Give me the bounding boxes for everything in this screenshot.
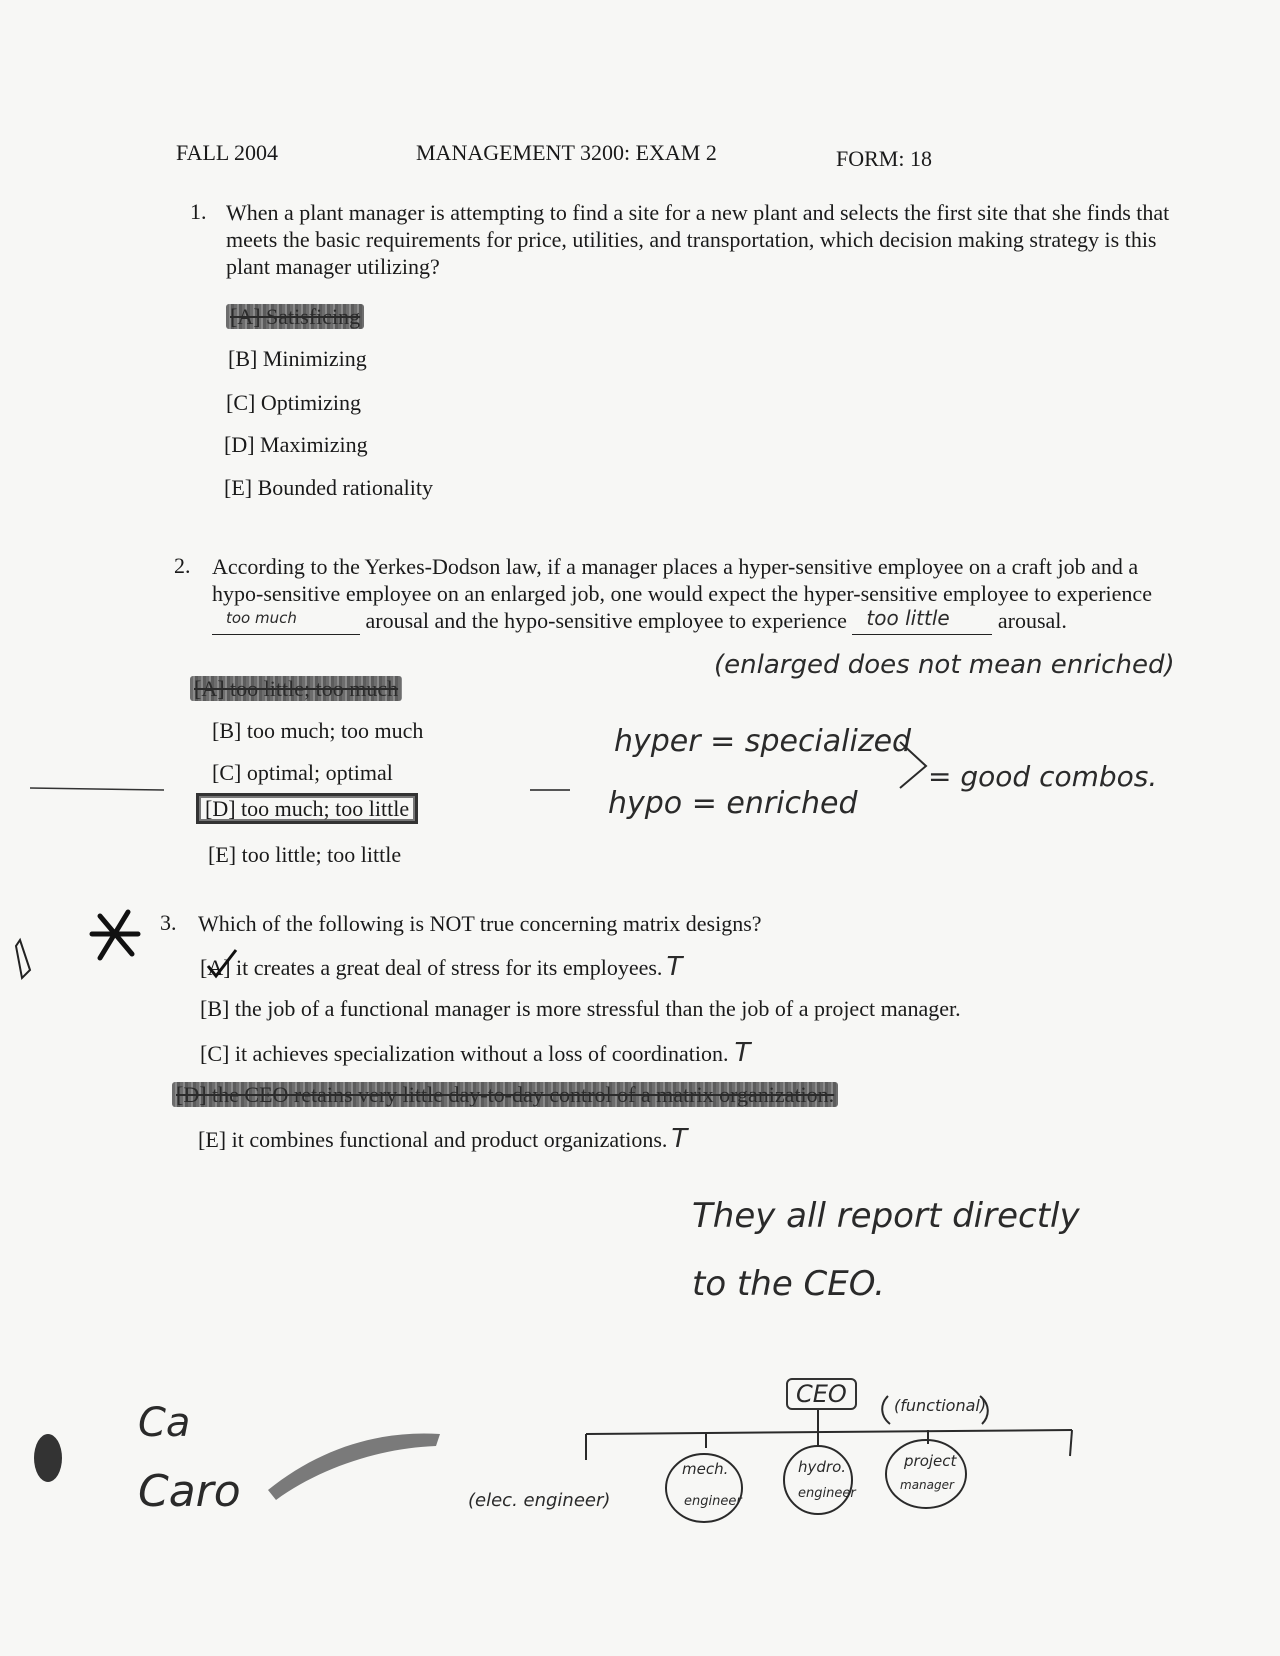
question-1-text: When a plant manager is attempting to find a site for a new plant and selects the first site that she finds that meets the basic requirements for price, utilities, and transportation, which decision making strategy is this plant manager utilizing? — [226, 200, 1170, 279]
pen-doodle-icon — [16, 940, 30, 978]
option-label: [D] the CEO retains very little day-to-day control of a matrix organization. — [172, 1082, 838, 1107]
org-chart-functional: (functional) — [894, 1396, 987, 1415]
question-3-option-b[interactable]: [B] the job of a functional manager is more stressful than the job of a project manager. — [200, 996, 961, 1021]
org-chart-project-line1: project — [904, 1452, 957, 1470]
bracket-stroke — [900, 742, 926, 788]
org-chart-elec-engineer: (elec. engineer) — [468, 1490, 611, 1511]
option-label: [A] it creates a great deal of stress for its employees. — [200, 955, 663, 980]
org-chart-lines — [586, 1396, 1072, 1522]
org-chart-hydro-line2: engineer — [798, 1486, 856, 1501]
answer-blank-1-handwriting: too much — [226, 609, 297, 627]
ink-blot-icon — [34, 1434, 62, 1482]
question-2-option-e[interactable]: [E] too little; too little — [208, 842, 402, 867]
answer-mark-true: T — [671, 1124, 688, 1154]
handwritten-note-ceo: to the CEO. — [692, 1264, 885, 1304]
question-1-option-e[interactable]: [E] Bounded rationality — [224, 475, 433, 500]
handwritten-note-hyper: hyper = specialized — [614, 724, 912, 759]
org-chart-mech-line2: engineer — [684, 1494, 742, 1509]
question-2-text-b: arousal and the hypo-sensitive employee to experience — [365, 608, 847, 633]
answer-mark-true: T — [666, 952, 683, 982]
question-3-number: 3. — [160, 910, 177, 935]
question-2-option-b[interactable]: [B] too much; too much — [212, 718, 424, 743]
question-2-text-a: According to the Yerkes-Dodson law, if a manager places a hyper-sensitive employee on a craft job and a hypo-sensitive employee on an enlarged job, one would expect the hyper-sensitive employee to experience — [212, 554, 1152, 606]
handwritten-note-hypo: hypo = enriched — [608, 786, 858, 821]
handwritten-name-fragment: Ca — [138, 1400, 191, 1446]
option-label: [A] too little; too much — [190, 676, 402, 701]
question-1-option-d[interactable]: [D] Maximizing — [224, 432, 368, 457]
handwritten-note-enlarged: (enlarged does not mean enriched) — [714, 650, 1175, 680]
question-1-option-c[interactable]: [C] Optimizing — [226, 390, 362, 415]
exam-term: FALL 2004 — [176, 140, 279, 165]
exam-form: FORM: 18 — [836, 146, 932, 171]
check-mark-icon — [208, 950, 236, 976]
handwritten-note-combos: = good combos. — [928, 760, 1158, 793]
option-label-boxed: [D] too much; too little — [196, 793, 418, 824]
question-1-option-b[interactable]: [B] Minimizing — [228, 346, 367, 371]
answer-mark-true: T — [734, 1038, 751, 1068]
smudge-mark — [268, 1433, 440, 1500]
margin-line — [30, 788, 164, 790]
exam-course: MANAGEMENT 3200: EXAM 2 — [416, 140, 717, 165]
org-chart-hydro-line1: hydro. — [798, 1458, 847, 1476]
org-chart-project-line2: manager — [900, 1478, 954, 1492]
handwritten-note-report: They all report directly — [692, 1196, 1080, 1236]
org-chart-mech-line1: mech. — [682, 1460, 729, 1478]
question-2-text-c: arousal. — [997, 608, 1067, 633]
handwritten-name: Caro — [138, 1466, 241, 1517]
star-icon — [92, 912, 138, 958]
option-label: [C] it achieves specialization without a loss of coordination. — [200, 1041, 729, 1066]
question-2-option-c[interactable]: [C] optimal; optimal — [212, 760, 393, 785]
question-1-number: 1. — [190, 199, 207, 224]
question-3-text: Which of the following is NOT true concerning matrix designs? — [198, 911, 762, 936]
org-chart-ceo: CEO — [786, 1378, 857, 1410]
question-2-number: 2. — [174, 553, 191, 578]
answer-blank-2-handwriting: too little — [866, 606, 950, 630]
option-label: [E] it combines functional and product organizations. — [198, 1127, 668, 1152]
option-label: [A] Satisficing — [226, 304, 364, 329]
